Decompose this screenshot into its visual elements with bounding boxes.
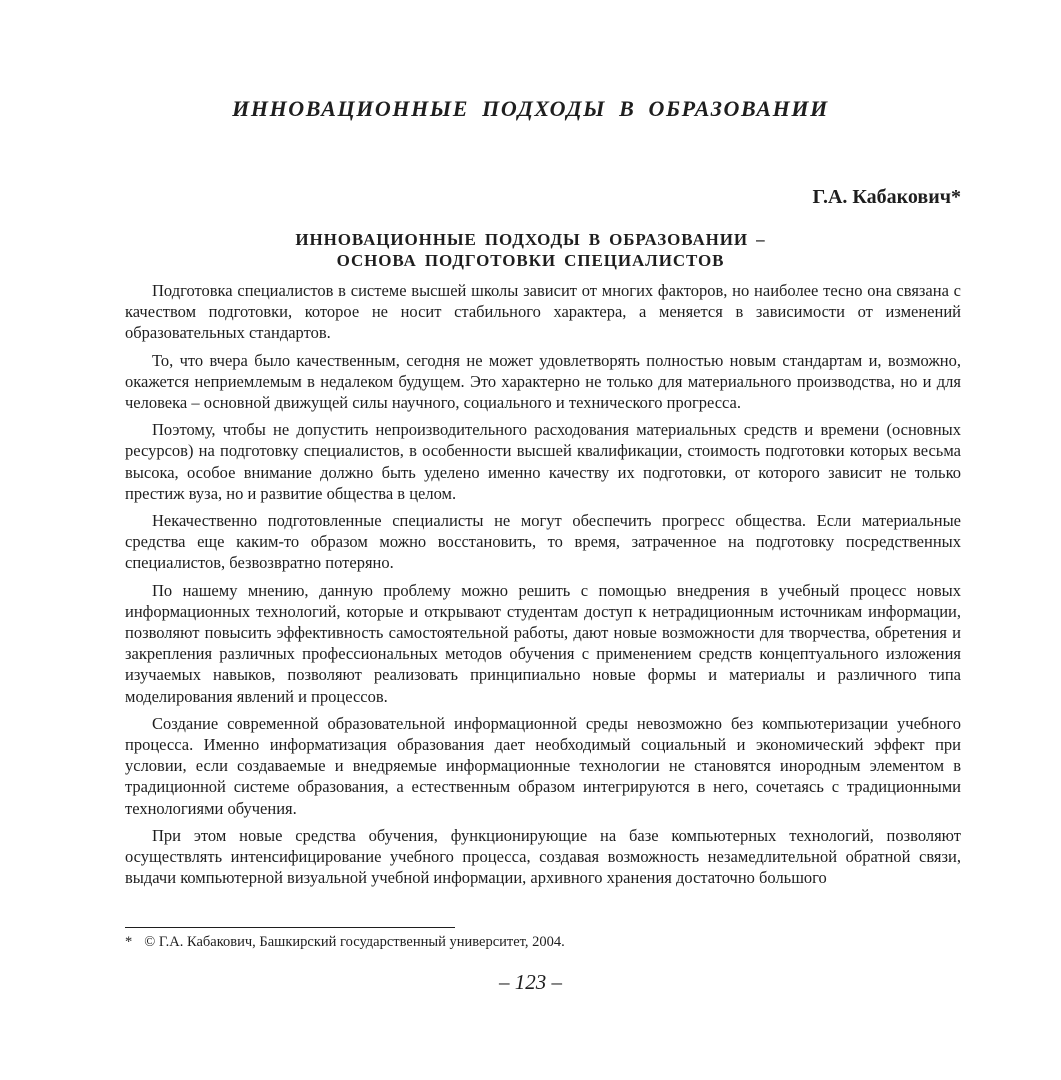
page-number: – 123 – — [499, 970, 562, 994]
footnote-divider — [125, 927, 455, 928]
body-paragraph: Поэтому, чтобы не допустить непроизводительного расходования материальных средств и времени (основных ресурсов) на подготовку специалистов, в особенности высшей квалификации, стоимость подготовки которых весьма высока, особое внимание должно быть уделено именно качеству их подготовки, от которого зависит не только престиж вуза, но и развитие общества в целом. — [125, 420, 961, 503]
footnote-mark: * — [125, 934, 133, 950]
body-paragraph: При этом новые средства обучения, функционирующие на базе компьютерных технологий, позволяют осуществлять интенсифицирование учебного процесса, создавая возможность незамедлительной обратной связи, выдачи компьютерной визуальной учебной информации, архивного хранения достаточно большого — [125, 825, 961, 888]
article-title — [0, 229, 1061, 271]
article-body — [125, 280, 961, 894]
body-paragraph: По нашему мнению, данную проблему можно решить с помощью внедрения в учебный процесс новых информационных технологий, которые и открывают студентам доступ к нетрадиционным источникам информации, позволяют повысить эффективность самостоятельной работы, дают новые возможности для творчества, обретения и закрепления различных профессиональных методов обучения с применением средств концептуального изложения изучаемых навыков, позволяют реализовать принципиально новые формы и материалы и различного типа моделирования явлений и процессов. — [125, 580, 961, 706]
article-author: Г.А. Кабакович* — [812, 186, 961, 208]
body-paragraph: То, что вчера было качественным, сегодня не может удовлетворять полностью новым стандартам и, возможно, окажется неприемлемым в недалеком будущем. Это характерно не только для материального производства, но и для человека – основной движущей силы научного, социального и технического прогресса. — [125, 350, 961, 413]
footnote — [125, 933, 565, 951]
article-title-line-1: ИННОВАЦИОННЫЕ ПОДХОДЫ В ОБРАЗОВАНИИ – — [295, 230, 766, 249]
body-paragraph: Подготовка специалистов в системе высшей школы зависит от многих факторов, но наиболее тесно она связана с качеством подготовки, которое не носит стабильного характера, а меняется в зависимости от изменений образовательных стандартов. — [125, 281, 961, 343]
section-running-title: ИННОВАЦИОННЫЕ ПОДХОДЫ В ОБРАЗОВАНИИ — [232, 96, 829, 121]
body-paragraph: Некачественно подготовленные специалисты не могут обеспечить прогресс общества. Если материальные средства еще каким-то образом можно восстановить, то время, затраченное на подготовку посредственных специалистов, безвозвратно потеряно. — [125, 511, 961, 573]
footnote-text: © Г.А. Кабакович, Башкирский государственный университет, 2004. — [144, 934, 565, 950]
body-paragraph: Создание современной образовательной информационной среды невозможно без компьютеризации учебного процесса. Именно информатизация образования дает необходимый социальный и экономический эффект при условии, если создаваемые и внедряемые информационные технологии не становятся инородным элементом в традиционной системе образования, а естественным образом интегрируются в него, сочетаясь с традиционными технологиями обучения. — [125, 713, 961, 818]
article-title-line-2: ОСНОВА ПОДГОТОВКИ СПЕЦИАЛИСТОВ — [336, 251, 725, 270]
